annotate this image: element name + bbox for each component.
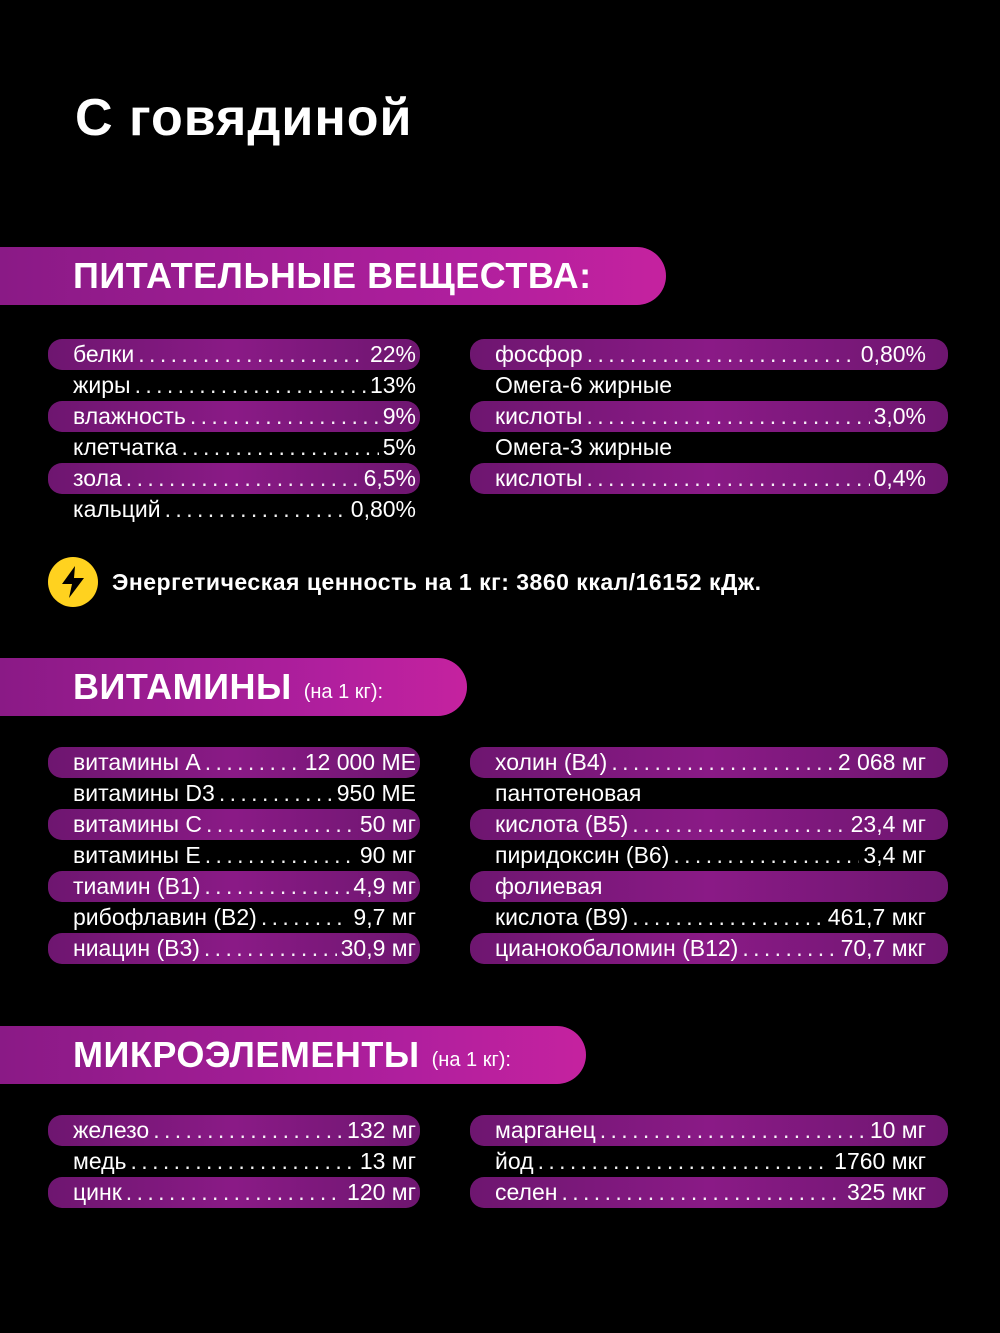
item-value: 0,80%: [350, 496, 416, 522]
item-value: 950 МЕ: [336, 780, 416, 806]
list-item: [470, 432, 948, 463]
item-value: 23,4 мг: [850, 811, 926, 837]
item-value: 0,80%: [860, 341, 926, 367]
leader-dots: [673, 840, 859, 871]
item-name: рибофлавин (В2): [73, 904, 257, 930]
item-name: йод: [495, 1148, 534, 1174]
nutrients-heading: ПИТАТЕЛЬНЫЕ ВЕЩЕСТВА:: [73, 255, 592, 296]
micro-right-list: [470, 1115, 948, 1208]
item-name: селен: [495, 1179, 558, 1205]
item-value: 2 068 мг: [837, 749, 926, 775]
list-item: [470, 871, 948, 902]
item-name: цинк: [73, 1179, 122, 1205]
item-value: 461,7 мкг: [827, 904, 926, 930]
list-item: [48, 1115, 420, 1146]
leader-dots: [135, 370, 366, 401]
list-item: [470, 809, 948, 840]
item-name: витамины А: [73, 749, 201, 775]
vitamins-banner: [0, 658, 467, 716]
item-value: 90 мг: [359, 842, 416, 868]
vitamins-right-list: [470, 747, 948, 964]
item-name: витамины D3: [73, 780, 215, 806]
leader-dots: [586, 463, 869, 494]
leader-dots: [181, 432, 378, 463]
item-value: 0,4%: [873, 465, 926, 491]
list-item: [470, 778, 948, 809]
item-value: 120 мг: [347, 1179, 416, 1205]
item-name: фолиевая: [495, 873, 603, 899]
energy-info: [48, 557, 762, 607]
item-name: кислоты: [495, 465, 583, 491]
list-item: [470, 1146, 948, 1177]
item-value: 1760 мкг: [834, 1148, 926, 1174]
item-name: фосфор: [495, 341, 583, 367]
item-value: 3,0%: [873, 403, 926, 429]
list-item: [470, 463, 948, 494]
list-item: [470, 370, 948, 401]
micro-left-list: [48, 1115, 420, 1208]
micro-heading: МИКРОЭЛЕМЕНТЫ: [73, 1034, 420, 1075]
item-value: 13 мг: [359, 1148, 416, 1174]
leader-dots: [261, 902, 350, 933]
list-item: [470, 401, 948, 432]
leader-dots: [205, 747, 301, 778]
list-item: [470, 933, 948, 964]
list-item: [470, 1115, 948, 1146]
item-name: кислота (В9): [495, 904, 629, 930]
item-value: 6,5%: [363, 465, 416, 491]
lightning-bolt-icon: [48, 557, 98, 607]
leader-dots: [206, 809, 356, 840]
item-name: кислоты: [495, 403, 583, 429]
item-value: 13%: [369, 372, 416, 398]
list-item: [48, 1146, 420, 1177]
item-value: 3,4 мг: [863, 842, 926, 868]
item-name: Омега-3 жирные: [495, 434, 673, 460]
item-name: медь: [73, 1148, 127, 1174]
item-value: 10 мг: [869, 1117, 926, 1143]
list-item: [470, 339, 948, 370]
nutrients-banner: [0, 247, 666, 305]
list-item: [48, 370, 420, 401]
leader-dots: [586, 401, 869, 432]
item-value: 70,7 мкг: [840, 935, 926, 961]
list-item: [48, 871, 420, 902]
item-name: зола: [73, 465, 122, 491]
item-name: цианокобаломин (В12): [495, 935, 739, 961]
nutrients-left-list: [48, 339, 420, 525]
item-name: холин (В4): [495, 749, 608, 775]
item-value: 9%: [382, 403, 416, 429]
list-item: [470, 747, 948, 778]
list-item: [48, 747, 420, 778]
item-value: 22%: [369, 341, 416, 367]
vitamins-heading: ВИТАМИНЫ: [73, 666, 292, 707]
item-name: витамины Е: [73, 842, 201, 868]
list-item: [48, 463, 420, 494]
leader-dots: [561, 1177, 843, 1208]
item-name: Омега-6 жирные: [495, 372, 673, 398]
item-value: 12 000 МЕ: [304, 749, 416, 775]
leader-dots: [600, 1115, 866, 1146]
list-item: [48, 339, 420, 370]
micro-banner: [0, 1026, 586, 1084]
list-item: [48, 778, 420, 809]
item-value: 30,9 мг: [340, 935, 416, 961]
item-value: 5%: [382, 434, 416, 460]
leader-dots: [205, 840, 356, 871]
list-item: [48, 432, 420, 463]
vitamins-left-list: [48, 747, 420, 964]
item-name: жиры: [73, 372, 131, 398]
list-item: [48, 1177, 420, 1208]
leader-dots: [126, 463, 360, 494]
item-name: тиамин (В1): [73, 873, 201, 899]
item-name: марганец: [495, 1117, 596, 1143]
page-title: С говядиной: [75, 89, 413, 147]
item-name: железо: [73, 1117, 150, 1143]
list-item: [470, 1177, 948, 1208]
list-item: [48, 902, 420, 933]
leader-dots: [204, 933, 337, 964]
leader-dots: [587, 339, 857, 370]
list-item: [48, 840, 420, 871]
list-item: [48, 401, 420, 432]
leader-dots: [538, 1146, 831, 1177]
item-value: 4,9 мг: [353, 873, 416, 899]
leader-dots: [138, 339, 366, 370]
micro-note: (на 1 кг):: [431, 1048, 511, 1071]
leader-dots: [190, 401, 379, 432]
list-item: [48, 933, 420, 964]
item-name: витамины С: [73, 811, 203, 837]
leader-dots: [204, 871, 349, 902]
item-name: пиридоксин (В6): [495, 842, 670, 868]
leader-dots: [131, 1146, 356, 1177]
list-item: [48, 494, 420, 525]
item-name: кальций: [73, 496, 161, 522]
item-name: кислота (В5): [495, 811, 629, 837]
item-name: ниацин (В3): [73, 935, 200, 961]
list-item: [48, 809, 420, 840]
leader-dots: [165, 494, 347, 525]
item-value: 325 мкг: [846, 1179, 926, 1205]
item-name: клетчатка: [73, 434, 178, 460]
energy-text: Энергетическая ценность на 1 кг: 3860 ккал/16152 кДж.: [112, 568, 762, 595]
leader-dots: [219, 778, 333, 809]
item-name: пантотеновая: [495, 780, 642, 806]
nutrients-right-list: [470, 339, 948, 494]
item-name: влажность: [73, 403, 186, 429]
list-item: [470, 840, 948, 871]
vitamins-note: (на 1 кг):: [303, 680, 384, 703]
item-value: 50 мг: [359, 811, 416, 837]
leader-dots: [742, 933, 836, 964]
item-value: 9,7 мг: [353, 904, 416, 930]
item-name: белки: [73, 341, 135, 367]
list-item: [470, 902, 948, 933]
leader-dots: [153, 1115, 343, 1146]
leader-dots: [632, 902, 823, 933]
leader-dots: [611, 747, 834, 778]
leader-dots: [632, 809, 846, 840]
item-value: 132 мг: [347, 1117, 416, 1143]
leader-dots: [126, 1177, 343, 1208]
